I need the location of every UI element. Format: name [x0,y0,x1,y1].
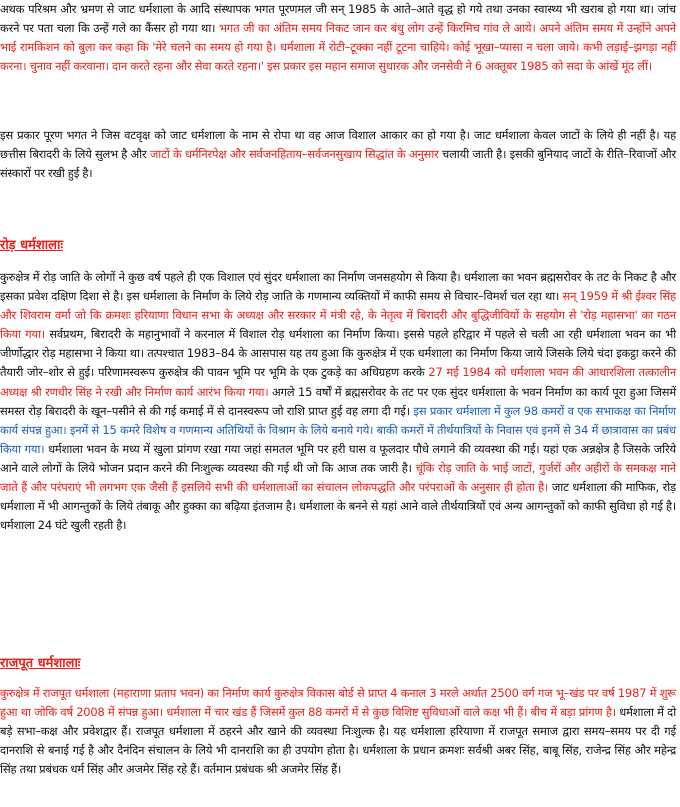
text-segment: 27 मई 1984 को धर्मशाला भवन की आधारशिला तत्कालीन अध्यक्ष श्री रणधीर सिंह ने रखी और निर्माण कार्य आरंभ किया गया। [0,365,676,399]
text-segment: इस प्रकार धर्मशाला में कुल 98 कमरों व एक सभाकक्ष का निर्माण कार्य संपन्न हुआ। इनमें से 15 कमरे विशेष व गणमान्य अतिथियों के विश्राम के लिये बनाये गये। बाकी कमरों में तीर्थयात्रियों के निवास एवं इनमें से 34 में छात्रावास का प्रबंध किया गया। [0,403,676,456]
text-segment: कुरुक्षेत्र में राजपूत धर्मशाला (महाराणा प्रताप भवन) का निर्माण कार्य कुरुक्षेत्र विकास बोर्ड से प्राप्त 4 कनाल 3 मरले अर्थात 2500 वर्ग गज भू–खंड पर वर्ष 1987 में शुरू हुआ था जोकि वर्ष 2008 में संपन्न हुआ। धर्मशाला में चार खंड हैं जिसमें कुल 88 कमरों में से कुछ विशिष्ट सुविधाओं वाले कक्ष भी हैं। बीच में बड़ा प्रांगण है। [0,686,676,720]
text-segment: चूंकि रोड़ जाति के भाई जाटों, गुर्जरों और अहीरों के समकक्ष माने जाते हैं और परंपराएं भी लगभग एक जैसी हैं इसलिये सभी की धर्मशालाओं का संचालन लोकपद्धति और परंपराओं के अनुसार ही होता है। [0,460,676,495]
text-segment: इस प्रकार पूरण भगत ने जिस वटवृक्ष को जाट धर्मशाला के नाम से रोपा था वह आज विशाल आकार का हो गया है। जाट धर्मशाला केवल जाटों के लिये ही नहीं है। यह छत्तीस बिरादरी के लिये सुलभ है और [0,128,676,162]
text-segment: जाटों के धर्मनिरपेक्ष और सर्वजनहिताय–सर्वजनसुखाय सिद्धांत के अनुसार [149,147,439,162]
text-segment: जाट धर्मशाला की माफिक, रोड़ धर्मशाला में भी आगन्तुकों के लिये तंबाकू और हुक्का का बढ़िया इंतजाम है। धर्मशाला के बनने से यहां आने वाले तीर्थयात्रियों एवं अन्य आगन्तुकों को काफी सुविधा हो गई है। धर्मशाला 24 घंटे खुली रहती है। [0,480,677,533]
paragraph-jat-dharamshala-today [0,126,676,183]
text-segment: भगत जी का अंतिम समय निकट जान कर बंधु लोग उन्हें किरमिच गांव ले आये। अपने अंतिम समय में उन्होंने अपने भाई रामकिशन को बुला कर कहा कि 'मेरे चलने का समय हो गया है। धर्मशाला में रोटी–टूक्का नहीं टूटना चाहिये। कोई भूखा–प्यासा न चला जाये। कभी लड़ाई–झगड़ा नहीं करना। चुनाव नहीं करवाना। दान करते रहना और सेवा करते रहना।' इस प्रकार इस महान समाज सुधारक और जनसेवी ने 6 अक्तूबर 1985 को सदा के आंखें मूंद लीं। [0,21,676,74]
heading-rajput-dharamshala: राजपूत धर्मशालाः [0,656,81,671]
text-segment: धर्मशाला में दो बड़े सभा–कक्ष और प्रवेशद्वार हैं। राजपूत धर्मशाला में ठहरने और खाने की व्यवस्था निःशुल्क है। यह धर्मशाला हरियाणा में राजपूत समाज द्वारा समय–समय पर दी गई दानराशि से बनाई गई है और दैनंदिन संचालन के लिये भी दानराशि का ही उपयोग होता है। धर्मशाला के प्रधान क्रमशः सर्वश्री अबर सिंह, बाबू सिंह, राजेन्द्र सिंह और महेन्द्र सिंह तथा प्रबंधक धर्म सिंह और अजमेर सिंह रहे हैं। वर्तमान प्रबंधक श्री अजमेर सिंह हैं। [0,705,677,777]
heading-ror-dharamshala: रोड़ धर्मशालाः [0,238,63,253]
paragraph-ror-dharamshala [0,268,676,535]
text-segment: अथक परिश्रम और भ्रमण से जाट धर्मशाला के आदि संस्थापक भगत पूरणमल जी सन् 1985 के आते–आते वृद्ध हो गये तथा उनका स्वास्थ्य भी खराब हो गया था। जांच करने पर पता चला कि उन्हें गले का कैंसर हो गया था। [0,2,676,36]
paragraph-rajput-dharamshala [0,684,676,779]
text-segment: कुरुक्षेत्र में रोड़ जाति के लोगों ने कुछ वर्ष पहले ही एक विशाल एवं सुंदर धर्मशाला का निर्माण जनसहयोग से किया है। धर्मशाला का भवन ब्रह्मसरोवर के तट के निकट है और इसका प्रवेश दक्षिण दिशा से है। इस धर्मशाला के निर्माण के लिये रोड़ जाति के गणमान्य व्यक्तियों में काफी समय से विचार–विमर्श चल रहा था। [0,270,676,304]
text-segment: सर्वप्रथम, बिरादरी के महानुभावों ने करनाल में विशाल रोड़ धर्मशाला का निर्माण किया। इससे पहले हरिद्वार में पहले से चली आ रही धर्मशाला भवन का भी जीर्णोद्धार रोड़ महासभा ने किया था। तत्पश्चात 1983–84 के आसपास यह तय हुआ कि कुरुक्षेत्र में एक धर्मशाला का निर्माण किया जाये जिसके लिये चंदा इकट्ठा करने की तैयारी जोर–शोर से हुई। परिणामस्वरूप कुरुक्षेत्र की पावन भूमि पर भूमि के एक टुकड़े का अधिग्रहण करके [0,327,677,380]
text-segment: चलायी जाती है। इसकी बुनियाद जाटों के रीति–रिवाजों और संस्कारों पर रखी हुई है। [0,147,676,181]
paragraph-puran-bhagat-death [0,0,676,76]
text-segment: सन् 1959 में श्री ईश्वर सिंह और शिवराम वर्मा जो कि क्रमशः हरियाणा विधान सभा के अध्यक्ष और सरकार में मंत्री रहे, के नेतृत्व में बिरादरी और बुद्धिजीवियों के सहयोग से 'रोड़ महासभा' का गठन किया गया। [0,289,676,342]
text-segment: अगले 15 वर्षों में ब्रह्मसरोवर के तट पर एक सुंदर धर्मशाला के भवन निर्माण का कार्य पूरा हुआ जिसमें समस्त रोड़ बिरादरी के खून–पसीने से की गई कमाई में से दानस्वरूप जो राशि प्राप्त हुई वह लगा दी गई। [0,384,676,418]
text-segment: धर्मशाला भवन के मध्य में खुला प्रांगण रखा गया जहां समतल भूमि पर हरी घास व फूलदार पौधे लगाने की व्यवस्था की गई। यहां एक अन्नक्षेत्र है जिसके जरिये आने वाले लोगों के लिये भोजन प्रदान करने की निःशुल्क व्यवस्था की गई थी जो कि आज तक जारी है। [0,441,676,475]
